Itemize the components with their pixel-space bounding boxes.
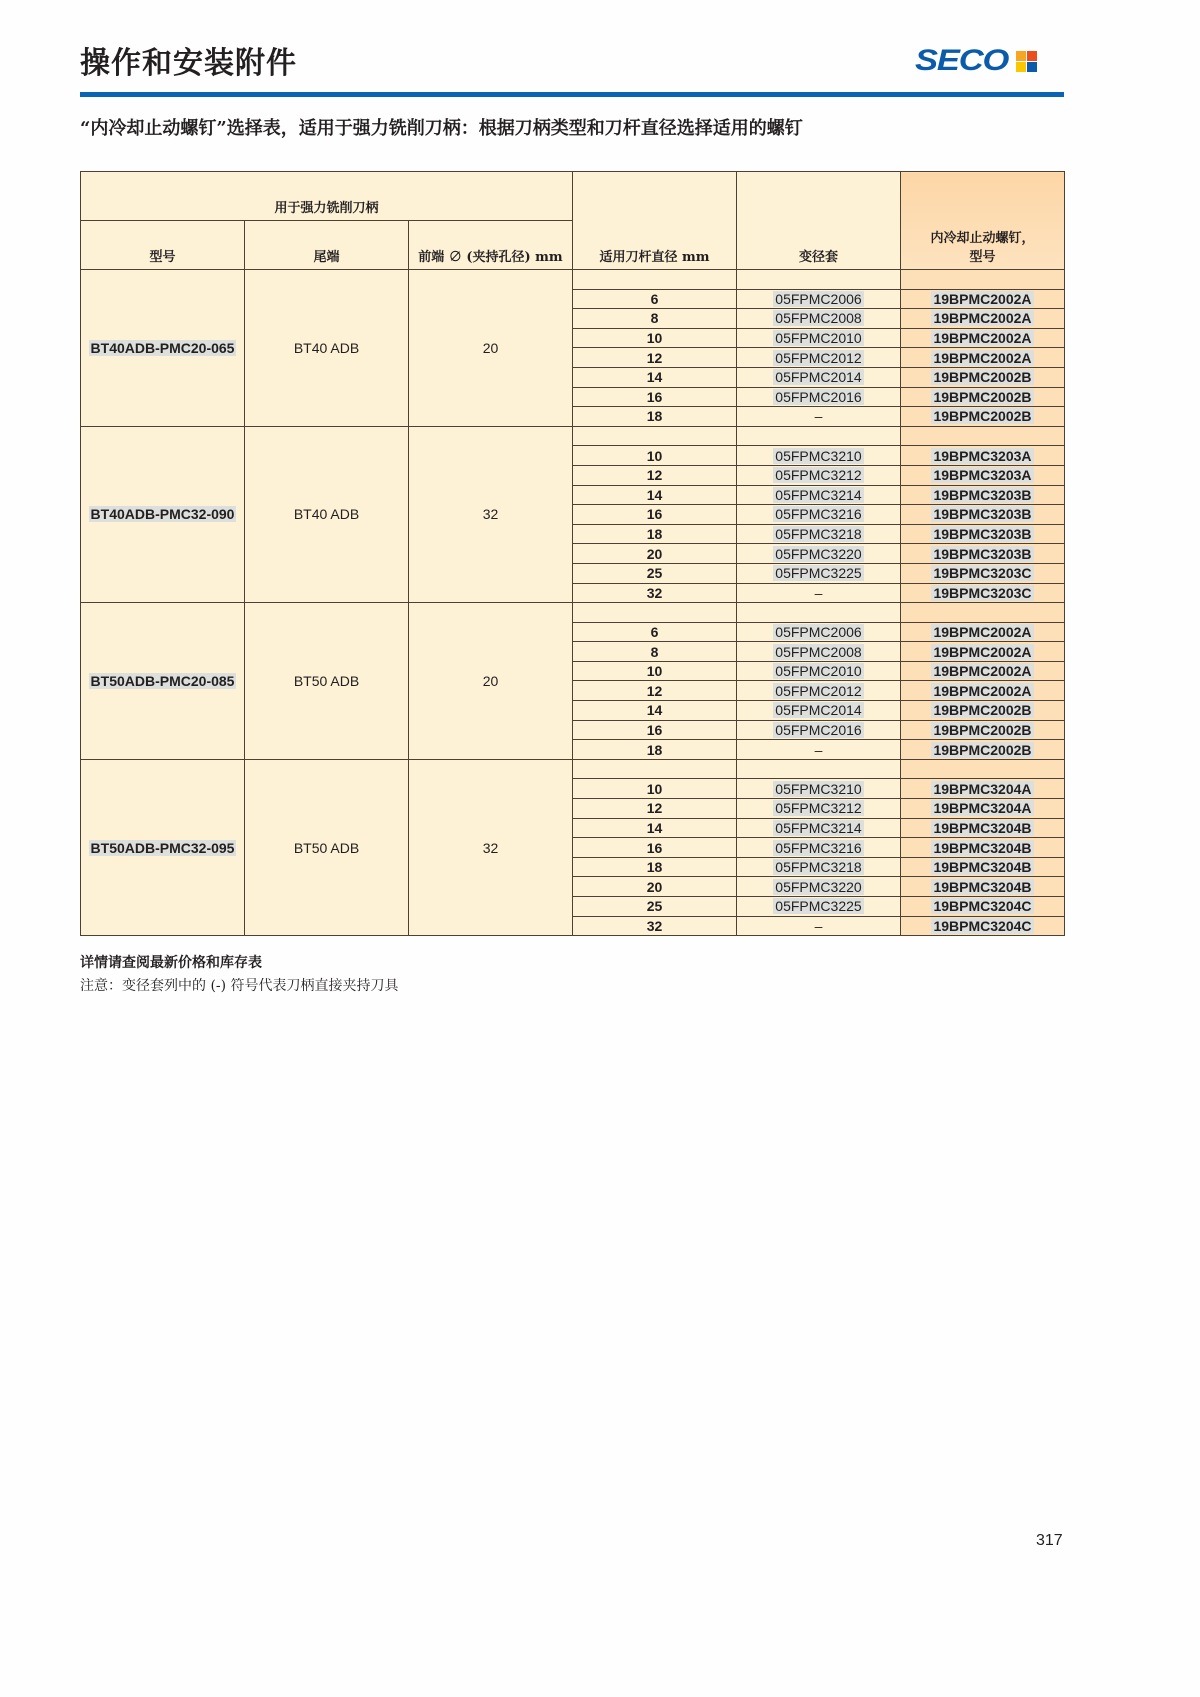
shank-diameter-cell bbox=[573, 563, 737, 583]
footnote-dash: 注意：变径套列中的 (-) 符号代表刀柄直接夹持刀具 bbox=[80, 978, 399, 994]
reducer-cell bbox=[737, 701, 901, 721]
screw-cell-text: 19BPMC2002A bbox=[933, 643, 1032, 660]
reducer-cell bbox=[737, 309, 901, 329]
screw-cell bbox=[901, 348, 1065, 368]
screw-cell-text: 19BPMC2002A bbox=[933, 663, 1032, 680]
reducer-cell-text: – bbox=[814, 917, 823, 934]
shank-diameter-cell bbox=[573, 897, 737, 917]
shank-diameter-cell-text: 8 bbox=[650, 310, 659, 327]
shank-diameter-cell bbox=[573, 799, 737, 819]
shank-diameter-cell bbox=[573, 720, 737, 740]
screw-cell bbox=[901, 563, 1065, 583]
shank-diameter-cell-text: 10 bbox=[646, 780, 663, 797]
shank-diameter-cell-text: 16 bbox=[646, 839, 663, 856]
empty-cell bbox=[573, 270, 737, 290]
screw-cell-text: 19BPMC3204A bbox=[933, 780, 1032, 797]
shank-diameter-cell-text: 14 bbox=[646, 702, 663, 719]
shank-diameter-cell-text: 14 bbox=[646, 369, 663, 386]
reducer-cell bbox=[737, 524, 901, 544]
reducer-cell-text: 05FPMC2006 bbox=[775, 623, 862, 640]
reducer-cell-text: 05FPMC2006 bbox=[775, 290, 862, 307]
screw-cell bbox=[901, 897, 1065, 917]
reducer-cell-text: 05FPMC2010 bbox=[775, 663, 862, 680]
shank-diameter-cell bbox=[573, 681, 737, 701]
shank-cell bbox=[245, 426, 409, 602]
front-diameter-cell bbox=[409, 426, 573, 602]
shank-diameter-cell-text: 32 bbox=[646, 917, 663, 934]
screw-cell bbox=[901, 740, 1065, 760]
col-header-screw: 内冷却止动螺钉， 型号 bbox=[901, 172, 1065, 270]
screw-cell-text: 19BPMC2002B bbox=[933, 388, 1032, 405]
shank-diameter-cell-text: 12 bbox=[646, 800, 663, 817]
shank-diameter-cell-text: 25 bbox=[646, 898, 663, 915]
screw-cell-text: 19BPMC3203A bbox=[933, 447, 1032, 464]
reducer-cell bbox=[737, 838, 901, 858]
shank-diameter-cell bbox=[573, 348, 737, 368]
shank-diameter-cell bbox=[573, 328, 737, 348]
footnote-price: 详情请查阅最新价格和库存表 bbox=[80, 955, 262, 971]
shank-cell-text: BT50 ADB bbox=[293, 839, 360, 856]
model-cell-text: BT50ADB-PMC32-095 bbox=[90, 839, 235, 856]
empty-cell bbox=[901, 270, 1065, 290]
reducer-cell-text: 05FPMC3225 bbox=[775, 898, 862, 915]
empty-cell bbox=[573, 603, 737, 623]
screw-cell-text: 19BPMC3203C bbox=[933, 565, 1032, 582]
screw-cell-text: 19BPMC3203C bbox=[933, 584, 1032, 601]
shank-diameter-cell bbox=[573, 309, 737, 329]
empty-cell bbox=[737, 603, 901, 623]
screw-cell-text: 19BPMC2002B bbox=[933, 741, 1032, 758]
screw-cell bbox=[901, 916, 1065, 936]
table-subtitle: “内冷却止动螺钉”选择表，适用于强力铣削刀柄：根据刀柄类型和刀杆直径选择适用的螺钉 bbox=[80, 118, 803, 139]
shank-diameter-cell bbox=[573, 289, 737, 309]
reducer-cell-text: 05FPMC3218 bbox=[775, 859, 862, 876]
page-number: 317 bbox=[1036, 1532, 1063, 1549]
shank-diameter-cell bbox=[573, 701, 737, 721]
screw-cell bbox=[901, 387, 1065, 407]
empty-cell bbox=[573, 426, 737, 446]
shank-diameter-cell bbox=[573, 367, 737, 387]
group-header: 用于强力铣削刀柄 bbox=[81, 172, 573, 221]
shank-diameter-cell-text: 16 bbox=[646, 721, 663, 738]
empty-cell bbox=[737, 426, 901, 446]
front-diameter-cell bbox=[409, 270, 573, 427]
shank-diameter-cell-text: 6 bbox=[650, 623, 659, 640]
screw-cell-text: 19BPMC3203B bbox=[933, 486, 1032, 503]
screw-cell bbox=[901, 681, 1065, 701]
shank-diameter-cell-text: 18 bbox=[646, 526, 663, 543]
reducer-cell-text: 05FPMC3212 bbox=[775, 467, 862, 484]
screw-cell-text: 19BPMC2002A bbox=[933, 310, 1032, 327]
shank-diameter-cell-text: 14 bbox=[646, 819, 663, 836]
reducer-cell-text: 05FPMC2014 bbox=[775, 369, 862, 386]
table-group-row bbox=[81, 426, 1065, 446]
reducer-cell-text: 05FPMC2010 bbox=[775, 330, 862, 347]
model-cell-text: BT40ADB-PMC20-065 bbox=[90, 339, 235, 356]
empty-cell bbox=[901, 759, 1065, 779]
shank-diameter-cell-text: 12 bbox=[646, 467, 663, 484]
screw-cell bbox=[901, 328, 1065, 348]
shank-cell-text: BT40 ADB bbox=[293, 339, 360, 356]
shank-diameter-cell bbox=[573, 740, 737, 760]
col-header-front: 前端 ∅ (夹持孔径) mm bbox=[409, 221, 573, 270]
empty-cell bbox=[737, 270, 901, 290]
screw-cell bbox=[901, 446, 1065, 466]
reducer-cell-text: – bbox=[814, 584, 823, 601]
reducer-cell-text: 05FPMC3220 bbox=[775, 545, 862, 562]
shank-diameter-cell-text: 10 bbox=[646, 447, 663, 464]
shank-diameter-cell-text: 8 bbox=[650, 643, 659, 660]
screw-cell bbox=[901, 289, 1065, 309]
reducer-cell-text: 05FPMC2016 bbox=[775, 721, 862, 738]
reducer-cell-text: 05FPMC3218 bbox=[775, 526, 862, 543]
front-diameter-cell-text: 20 bbox=[482, 672, 499, 689]
reducer-cell bbox=[737, 328, 901, 348]
shank-diameter-cell-text: 10 bbox=[646, 330, 663, 347]
reducer-cell bbox=[737, 818, 901, 838]
shank-diameter-cell bbox=[573, 407, 737, 427]
screw-cell-text: 19BPMC2002A bbox=[933, 290, 1032, 307]
empty-cell bbox=[573, 759, 737, 779]
reducer-cell bbox=[737, 779, 901, 799]
screw-cell-text: 19BPMC3204B bbox=[933, 819, 1032, 836]
screw-cell-text: 19BPMC3204A bbox=[933, 800, 1032, 817]
table-group-row bbox=[81, 759, 1065, 779]
reducer-cell bbox=[737, 407, 901, 427]
reducer-cell-text: 05FPMC3214 bbox=[775, 486, 862, 503]
reducer-cell-text: 05FPMC2014 bbox=[775, 702, 862, 719]
table-group-row bbox=[81, 270, 1065, 290]
shank-diameter-cell bbox=[573, 622, 737, 642]
screw-cell bbox=[901, 701, 1065, 721]
screw-cell bbox=[901, 485, 1065, 505]
screw-cell-text: 19BPMC3203A bbox=[933, 467, 1032, 484]
screw-cell bbox=[901, 838, 1065, 858]
reducer-cell-text: 05FPMC3220 bbox=[775, 878, 862, 895]
shank-diameter-cell-text: 12 bbox=[646, 682, 663, 699]
shank-diameter-cell bbox=[573, 818, 737, 838]
screw-cell-text: 19BPMC2002A bbox=[933, 682, 1032, 699]
screw-cell bbox=[901, 465, 1065, 485]
reducer-cell bbox=[737, 505, 901, 525]
reducer-cell-text: 05FPMC2012 bbox=[775, 349, 862, 366]
reducer-cell bbox=[737, 387, 901, 407]
shank-diameter-cell bbox=[573, 857, 737, 877]
screw-cell-text: 19BPMC3203B bbox=[933, 545, 1032, 562]
reducer-cell-text: 05FPMC3210 bbox=[775, 780, 862, 797]
screw-cell bbox=[901, 583, 1065, 603]
shank-diameter-cell bbox=[573, 544, 737, 564]
front-diameter-cell-text: 32 bbox=[482, 839, 499, 856]
screw-cell-text: 19BPMC2002A bbox=[933, 623, 1032, 640]
shank-diameter-cell bbox=[573, 524, 737, 544]
shank-cell bbox=[245, 270, 409, 427]
empty-cell bbox=[901, 426, 1065, 446]
shank-diameter-cell-text: 14 bbox=[646, 486, 663, 503]
col-header-shank: 尾端 bbox=[245, 221, 409, 270]
shank-cell-text: BT40 ADB bbox=[293, 506, 360, 523]
reducer-cell bbox=[737, 740, 901, 760]
shank-diameter-cell bbox=[573, 779, 737, 799]
empty-cell bbox=[737, 759, 901, 779]
col-header-reducer: 变径套 bbox=[737, 172, 901, 270]
page-title: 操作和安装附件 bbox=[80, 46, 297, 81]
reducer-cell bbox=[737, 544, 901, 564]
shank-diameter-cell-text: 6 bbox=[650, 290, 659, 307]
screw-cell-text: 19BPMC3204C bbox=[933, 917, 1032, 934]
screw-cell-text: 19BPMC2002B bbox=[933, 721, 1032, 738]
selection-table bbox=[80, 171, 1065, 936]
shank-diameter-cell bbox=[573, 387, 737, 407]
model-cell bbox=[81, 426, 245, 602]
screw-cell-text: 19BPMC3204B bbox=[933, 839, 1032, 856]
screw-cell-text: 19BPMC2002B bbox=[933, 369, 1032, 386]
shank-diameter-cell-text: 18 bbox=[646, 741, 663, 758]
screw-cell bbox=[901, 661, 1065, 681]
reducer-cell-text: 05FPMC3225 bbox=[775, 565, 862, 582]
reducer-cell-text: 05FPMC3214 bbox=[775, 819, 862, 836]
reducer-cell bbox=[737, 642, 901, 662]
shank-cell-text: BT50 ADB bbox=[293, 672, 360, 689]
screw-cell bbox=[901, 818, 1065, 838]
shank-diameter-cell bbox=[573, 642, 737, 662]
reducer-cell bbox=[737, 681, 901, 701]
shank-diameter-cell-text: 25 bbox=[646, 565, 663, 582]
reducer-cell bbox=[737, 446, 901, 466]
shank-cell bbox=[245, 603, 409, 760]
front-diameter-cell bbox=[409, 603, 573, 760]
model-cell-text: BT40ADB-PMC32-090 bbox=[90, 506, 235, 523]
shank-diameter-cell-text: 20 bbox=[646, 878, 663, 895]
model-cell bbox=[81, 270, 245, 427]
screw-cell-text: 19BPMC3203B bbox=[933, 506, 1032, 523]
front-diameter-cell bbox=[409, 759, 573, 935]
model-cell bbox=[81, 759, 245, 935]
logo-text: SECO bbox=[915, 44, 1009, 77]
shank-diameter-cell bbox=[573, 838, 737, 858]
model-cell bbox=[81, 603, 245, 760]
reducer-cell bbox=[737, 485, 901, 505]
reducer-cell bbox=[737, 583, 901, 603]
screw-cell-text: 19BPMC2002B bbox=[933, 702, 1032, 719]
model-cell-text: BT50ADB-PMC20-085 bbox=[90, 672, 235, 689]
shank-diameter-cell-text: 20 bbox=[646, 545, 663, 562]
shank-diameter-cell-text: 16 bbox=[646, 388, 663, 405]
shank-diameter-cell-text: 10 bbox=[646, 663, 663, 680]
reducer-cell bbox=[737, 348, 901, 368]
shank-diameter-cell bbox=[573, 661, 737, 681]
col-header-model: 型号 bbox=[81, 221, 245, 270]
shank-diameter-cell bbox=[573, 485, 737, 505]
empty-cell bbox=[901, 603, 1065, 623]
reducer-cell bbox=[737, 367, 901, 387]
seco-logo bbox=[915, 44, 1037, 78]
reducer-cell bbox=[737, 877, 901, 897]
screw-cell bbox=[901, 720, 1065, 740]
reducer-cell bbox=[737, 289, 901, 309]
shank-diameter-cell-text: 16 bbox=[646, 506, 663, 523]
shank-diameter-cell bbox=[573, 916, 737, 936]
reducer-cell-text: – bbox=[814, 408, 823, 425]
reducer-cell-text: 05FPMC2008 bbox=[775, 310, 862, 327]
screw-cell-text: 19BPMC3204C bbox=[933, 898, 1032, 915]
shank-diameter-cell bbox=[573, 505, 737, 525]
screw-cell bbox=[901, 779, 1065, 799]
screw-cell bbox=[901, 309, 1065, 329]
front-diameter-cell-text: 32 bbox=[482, 506, 499, 523]
table-group-row bbox=[81, 603, 1065, 623]
reducer-cell bbox=[737, 720, 901, 740]
reducer-cell-text: 05FPMC3212 bbox=[775, 800, 862, 817]
reducer-cell-text: 05FPMC2012 bbox=[775, 682, 862, 699]
reducer-cell bbox=[737, 661, 901, 681]
reducer-cell bbox=[737, 916, 901, 936]
col-header-shank-diameter: 适用刀杆直径 mm bbox=[573, 172, 737, 270]
reducer-cell bbox=[737, 622, 901, 642]
screw-cell-text: 19BPMC3204B bbox=[933, 859, 1032, 876]
shank-diameter-cell bbox=[573, 877, 737, 897]
reducer-cell bbox=[737, 857, 901, 877]
reducer-cell bbox=[737, 799, 901, 819]
screw-cell bbox=[901, 407, 1065, 427]
shank-diameter-cell-text: 18 bbox=[646, 408, 663, 425]
screw-cell bbox=[901, 799, 1065, 819]
screw-cell bbox=[901, 367, 1065, 387]
reducer-cell-text: – bbox=[814, 741, 823, 758]
reducer-cell-text: 05FPMC2008 bbox=[775, 643, 862, 660]
screw-cell bbox=[901, 877, 1065, 897]
front-diameter-cell-text: 20 bbox=[482, 339, 499, 356]
shank-diameter-cell-text: 32 bbox=[646, 584, 663, 601]
screw-cell-text: 19BPMC3204B bbox=[933, 878, 1032, 895]
reducer-cell-text: 05FPMC3210 bbox=[775, 447, 862, 464]
screw-cell bbox=[901, 622, 1065, 642]
reducer-cell-text: 05FPMC3216 bbox=[775, 506, 862, 523]
reducer-cell bbox=[737, 465, 901, 485]
reducer-cell-text: 05FPMC2016 bbox=[775, 388, 862, 405]
shank-diameter-cell-text: 18 bbox=[646, 859, 663, 876]
screw-cell bbox=[901, 857, 1065, 877]
screw-cell-text: 19BPMC2002B bbox=[933, 408, 1032, 425]
screw-cell-text: 19BPMC2002A bbox=[933, 330, 1032, 347]
shank-diameter-cell bbox=[573, 465, 737, 485]
screw-cell bbox=[901, 642, 1065, 662]
screw-cell bbox=[901, 544, 1065, 564]
screw-cell bbox=[901, 505, 1065, 525]
shank-diameter-cell-text: 12 bbox=[646, 349, 663, 366]
screw-cell-text: 19BPMC2002A bbox=[933, 349, 1032, 366]
reducer-cell bbox=[737, 563, 901, 583]
reducer-cell-text: 05FPMC3216 bbox=[775, 839, 862, 856]
shank-cell bbox=[245, 759, 409, 935]
screw-cell bbox=[901, 524, 1065, 544]
screw-cell-text: 19BPMC3203B bbox=[933, 526, 1032, 543]
shank-diameter-cell bbox=[573, 446, 737, 466]
header-rule bbox=[80, 92, 1064, 97]
logo-mark-icon bbox=[1016, 51, 1037, 72]
shank-diameter-cell bbox=[573, 583, 737, 603]
reducer-cell bbox=[737, 897, 901, 917]
